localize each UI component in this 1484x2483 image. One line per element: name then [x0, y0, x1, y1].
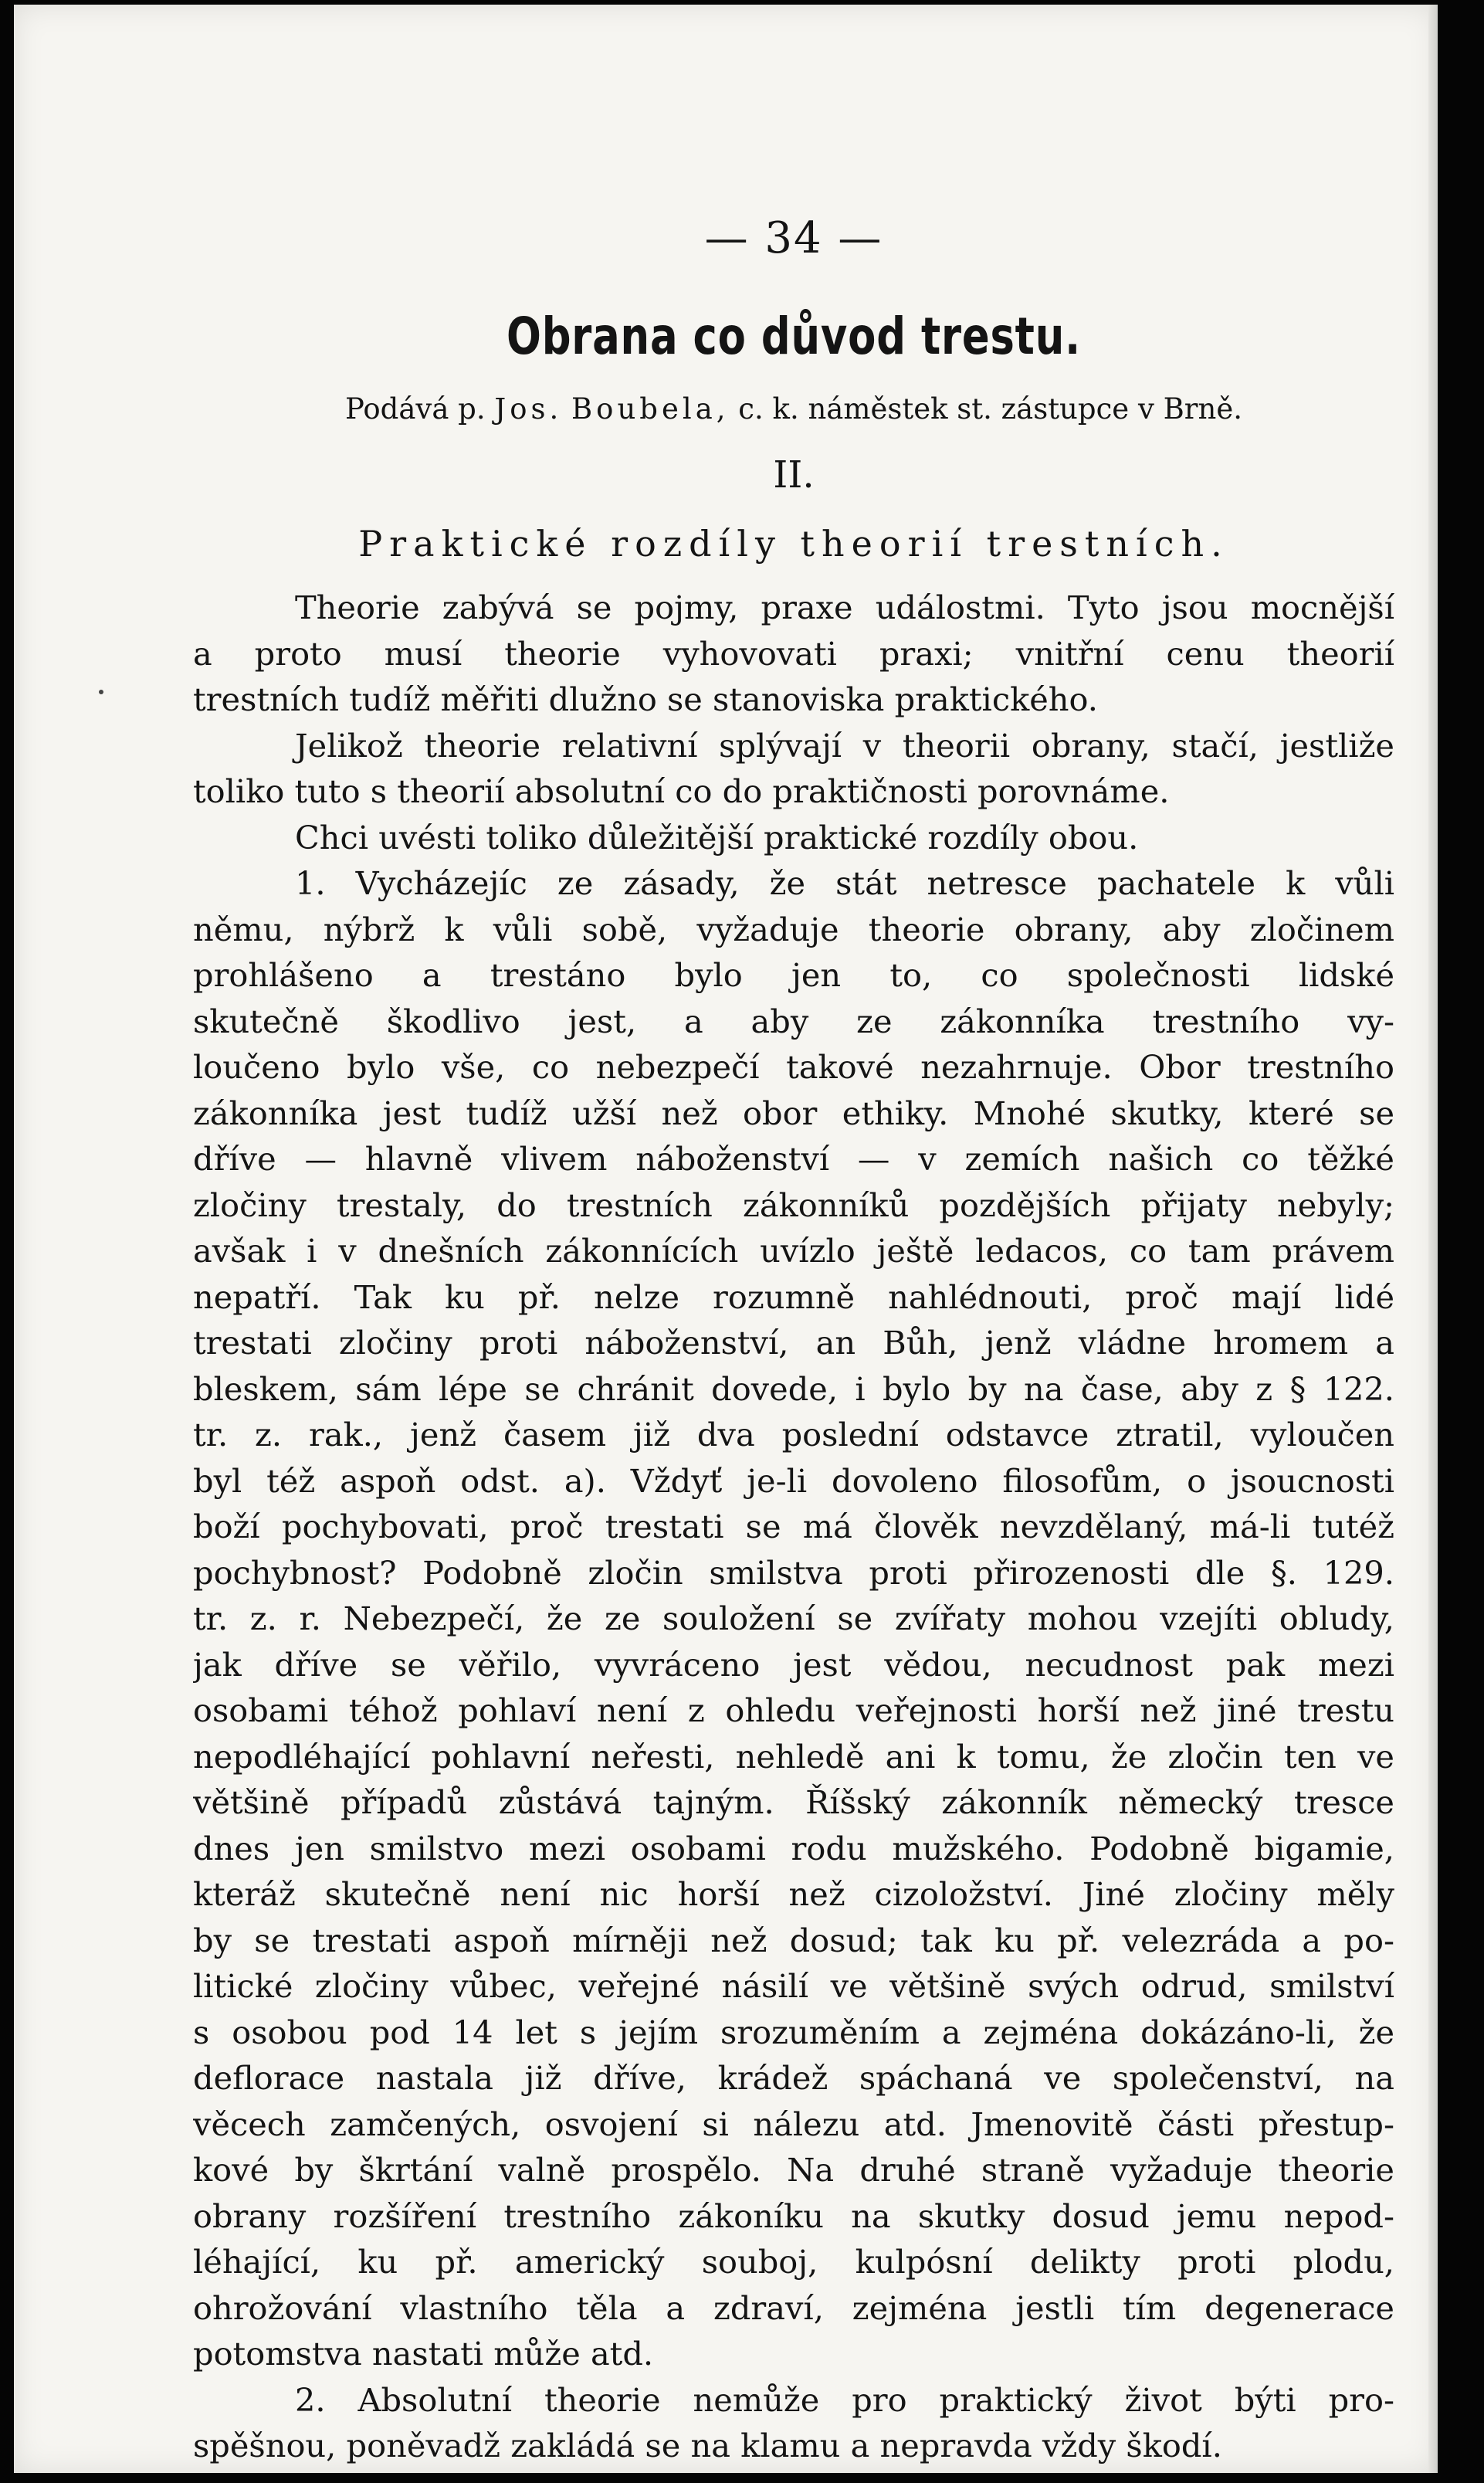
text-line: a proto musí theorie vyhovovati praxi; vnitřní cenu theorií [193, 634, 1394, 673]
text-line: léhající, ku př. americký souboj, kulpósní delikty proti plodu, [193, 2243, 1394, 2281]
text-line: kteráž skutečně není nic horší než cizoložství. Jiné zločiny měly [193, 1875, 1394, 1913]
text-line: deflorace nastala již dříve, krádež spáchaná ve společenství, na [193, 2059, 1394, 2097]
text-line: Theorie zabývá se pojmy, praxe událostmi. Tyto jsou mocnější [295, 589, 1394, 626]
text-line: tr. z. r. Nebezpečí, že ze souložení se zvířaty mohou vzejíti obludy, [193, 1599, 1394, 1637]
text-line: avšak i v dnešních zákonnících uvízlo ještě ledacos, co tam právem [193, 1232, 1394, 1270]
byline-suffix: c. k. náměstek st. zástupce v Brně. [738, 392, 1242, 426]
text-line: ohrožování vlastního těla a zdraví, zejména jestli tím degenerace [193, 2288, 1394, 2327]
text-line: dříve — hlavně vlivem náboženství — v zemích našich co těžké [193, 1140, 1394, 1178]
text-line: Jelikož theorie relativní splývají v theorii obrany, stačí, jestliže [295, 726, 1394, 765]
text-line: boží pochybovati, proč trestati se má člověk nevzdělaný, má-li tutéž [193, 1508, 1394, 1545]
text-line: skutečně škodlivo jest, a aby ze zákonníka trestního vy- [193, 1002, 1394, 1040]
text-line: nepodléhající pohlavní neřesti, nehledě ani k tomu, že zločin ten ve [193, 1737, 1394, 1776]
text-block [193, 213, 1394, 2469]
book-page [14, 5, 1438, 2473]
text-line: osobami téhož pohlaví není z ohledu veřejnosti horší než jiné trestu [193, 1691, 1394, 1729]
body-text [193, 585, 1394, 2469]
text-line: prohlášeno a trestáno bylo jen to, co společnosti lidské [193, 956, 1394, 994]
text-line: pochybnost? Podobně zločin smilstva proti přirozenosti dle §. 129. [193, 1553, 1394, 1592]
text-line: 1. Vycházejíc ze zásady, že stát netresce pachatele k vůli [295, 864, 1394, 902]
text-line: 2. Absolutní theorie nemůže pro praktický život býti pro- [295, 2380, 1394, 2419]
text-line: by se trestati aspoň mírněji než dosud; tak ku př. velezráda a po- [193, 1921, 1394, 1959]
text-line: jak dříve se věřilo, vyvráceno jest vědou, necudnost pak mezi [193, 1645, 1394, 1684]
margin-speck [99, 690, 103, 694]
page-number: — 34 — [704, 213, 883, 263]
text-line: zákonníka jest tudíž užší než obor ethiky. Mnohé skutky, které se [193, 1094, 1394, 1132]
text-line: dnes jen smilstvo mezi osobami rodu mužského. Podobně bigamie, [193, 1829, 1394, 1867]
text-line: s osobou pod 14 let s jejím srozuměním a zejména dokázáno-li, že [193, 2013, 1394, 2051]
page-edge [1428, 5, 1438, 2473]
text-line: zločiny trestaly, do trestních zákonníků pozdějších přijaty nebyly; [193, 1186, 1394, 1224]
text-line: většině případů zůstává tajným. Říšský zákonník německý tresce [193, 1783, 1394, 1821]
text-line: kové by škrtání valně prospělo. Na druhé straně vyžaduje theorie [193, 2151, 1394, 2189]
text-line: trestních tudíž měřiti dlužno se stanoviska praktického. [193, 680, 1098, 718]
text-line: trestati zločiny proti náboženství, an Bůh, jenž vládne hromem a [193, 1324, 1394, 1362]
text-line: tr. z. rak., jenž časem již dva poslední odstavce ztratil, vyloučen [193, 1416, 1394, 1454]
article-title: Obrana co důvod trestu. [507, 307, 1081, 366]
section-title: Praktické rozdíly theorií trestních. [358, 523, 1229, 565]
text-line: věcech zamčených, osvojení si nálezu atd. Jmenovitě části přestup- [193, 2105, 1394, 2143]
text-line: němu, nýbrž k vůli sobě, vyžaduje theorie obrany, aby zločinem [193, 910, 1394, 948]
text-line: litické zločiny vůbec, veřejné násilí ve většině svých odrud, smilství [193, 1967, 1394, 2005]
byline-first-name: Jos. [494, 392, 563, 426]
byline-prefix: Podává p. [345, 392, 486, 426]
text-line: spěšnou, poněvadž zakládá se na klamu a nepravda vždy škodí. [193, 2427, 1222, 2464]
byline [193, 392, 1394, 426]
text-line: toliko tuto s theorií absolutní co do praktičnosti porovnáme. [193, 772, 1170, 810]
section-number: II. [773, 453, 815, 497]
text-line: potomstva nastati může atd. [193, 2335, 654, 2373]
text-line: byl též aspoň odst. a). Vždyť je-li dovoleno filosofům, o jsoucnosti [193, 1461, 1394, 1500]
text-line: Chci uvésti toliko důležitější praktické rozdíly obou. [295, 818, 1139, 856]
text-line: bleskem, sám lépe se chránit dovede, i bylo by na čase, aby z § 122. [193, 1369, 1394, 1408]
text-line: nepatří. Tak ku př. nelze rozumně nahlédnouti, proč mají lidé [193, 1277, 1394, 1316]
byline-last-name: Boubela, [571, 392, 730, 426]
text-line: obrany rozšíření trestního zákoníku na skutky dosud jemu nepod- [193, 2196, 1394, 2235]
text-line: loučeno bylo vše, co nebezpečí takové nezahrnuje. Obor trestního [193, 1048, 1394, 1086]
